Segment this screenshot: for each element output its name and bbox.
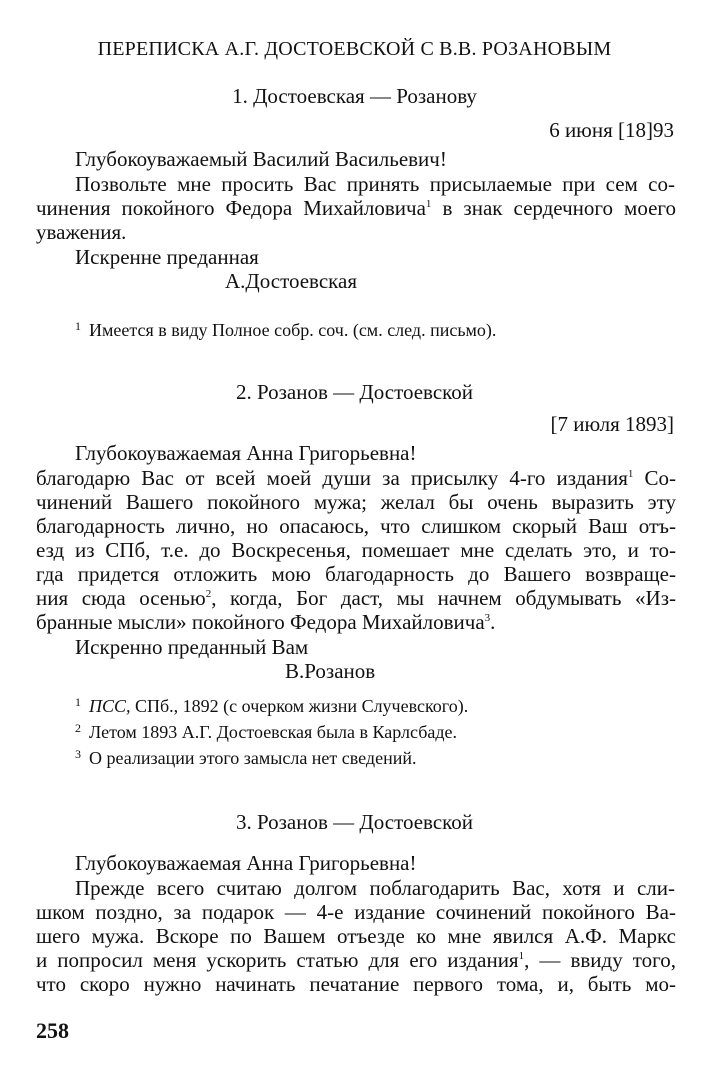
letter-3-body-line: что скоро нужно начинать печатание первого тома, и, быть мо- xyxy=(36,972,676,996)
footnote-text: Имеется в виду Полное собр. соч. (см. след. письмо). xyxy=(89,320,497,340)
letter-1-date: 6 июня [18]93 xyxy=(549,118,674,142)
letter-2-body-text: , когда, Бог даст, мы начнем обдумывать «Из- xyxy=(211,586,676,610)
footnote xyxy=(75,318,496,344)
footnote-mark: 3 xyxy=(75,747,81,761)
letter-1-body-text: чинения покойного Федора Михайловича xyxy=(36,196,426,220)
letter-1-body-line: уважения. xyxy=(36,220,127,244)
footnote-ref: 1 xyxy=(425,198,432,210)
footnote-text: СПб., 1892 (с очерком жизни Случевского). xyxy=(135,696,469,716)
footnote-ref: 2 xyxy=(205,588,212,600)
footnote-ref: 1 xyxy=(518,950,525,962)
letter-2-body-text: ния сюда осенью xyxy=(36,586,206,610)
letter-1-closing: Искренне преданная xyxy=(75,245,259,269)
letter-1-signature: А.Достоевская xyxy=(225,269,358,293)
letter-2-body-text: благодарю Вас от всей моей души за присылку 4-го издания xyxy=(36,466,628,490)
letter-2-date: [7 июля 1893] xyxy=(550,412,674,436)
page-title: ПЕРЕПИСКА А.Г. ДОСТОЕВСКОЙ С В.В. РОЗАНОВЫМ xyxy=(97,38,612,60)
footnote xyxy=(75,694,468,720)
letter-2-salutation: Глубокоуважаемая Анна Григорьевна! xyxy=(75,441,417,465)
footnote-mark: 2 xyxy=(75,721,81,735)
footnote-ref: 1 xyxy=(627,468,634,480)
footnote xyxy=(75,746,416,772)
footnote xyxy=(75,720,457,746)
footnote-text: О реализации этого замысла нет сведений. xyxy=(89,748,417,768)
letter-2-body-text: . xyxy=(490,610,496,634)
footnote-ref: 3 xyxy=(484,612,491,624)
footnote-mark: 1 xyxy=(75,319,81,333)
letter-3-salutation: Глубокоуважаемая Анна Григорьевна! xyxy=(75,851,417,875)
letter-1-salutation: Глубокоуважаемый Василий Васильевич! xyxy=(75,147,447,171)
letter-2-body-line: благодарность лично, но опасаюсь, что слишком скорый Ваш отъ- xyxy=(36,514,676,538)
page-number: 258 xyxy=(36,1018,69,1043)
letter-3-body-line: шком поздно, за подарок — 4-е издание сочинений покойного Ва- xyxy=(36,900,676,924)
letter-3-body-line: шего мужа. Вскоре по Вашем отъезде ко мне явился А.Ф. Маркс xyxy=(36,924,676,948)
letter-2-signature: В.Розанов xyxy=(285,659,376,683)
letter-2-body-text: Со- xyxy=(644,466,676,490)
letter-3-heading: 3. Розанов — Достоевской xyxy=(235,810,474,834)
letter-1-heading: 1. Достоевская — Розанову xyxy=(232,84,477,108)
letter-3-body-text: и попросил меня ускорить статью для его издания xyxy=(36,948,519,972)
letter-3-body-line: Прежде всего считаю долгом поблагодарить Вас, хотя и сли- xyxy=(75,876,675,900)
letter-1-body-line xyxy=(36,196,676,225)
letter-1-body-text: в знак сердечного моего xyxy=(442,196,676,220)
footnote-mark: 1 xyxy=(75,695,81,709)
letter-1-body-line: Позвольте мне просить Вас принять присылаемые при сем со- xyxy=(75,172,675,196)
letter-2-heading: 2. Розанов — Достоевской xyxy=(235,380,474,404)
letter-3-body-text: , — ввиду того, xyxy=(524,948,676,972)
letter-2-body-line: гда придется отложить мою благодарность до Вашего возвраще- xyxy=(36,562,676,586)
letter-2-closing: Искренно преданный Вам xyxy=(75,635,309,659)
letter-2-body-line: чинений Вашего покойного мужа; желал бы очень выразить эту xyxy=(36,490,676,514)
footnote-italic-text: ПСС, xyxy=(89,696,131,716)
footnote-text: Летом 1893 А.Г. Достоевская была в Карлсбаде. xyxy=(89,722,458,742)
letter-2-body-text: бранные мысли» покойного Федора Михайловича xyxy=(36,610,485,634)
letter-2-body-line: езд из СПб, т.е. до Воскресенья, помешает мне сделать это, и то- xyxy=(36,538,676,562)
